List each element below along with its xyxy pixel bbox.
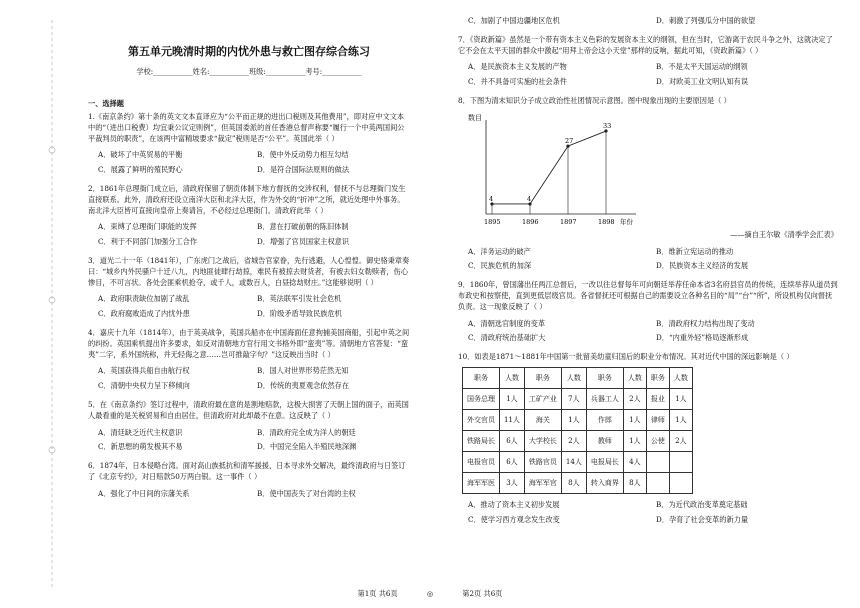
x-tick-label: 1896 [522, 217, 539, 226]
question-9 [458, 280, 838, 346]
option-a[interactable]: A．推动了资本主义初步发展 [468, 499, 560, 509]
question-text: 4．嘉庆十九年（1814年），由于英美战争，英国兵船亦在中国海面任意拘捕美国商船，引起中英之间的纠纷。英国乘机提出许多要求，如反对清朝地方官行用文书格外即“蛮夷”等。清朝地方官答复：“蛮夷”二字，系外国统称，并无轻侮之意……岂可推敲字句？”这反映出当时（ ） [88, 328, 410, 359]
option-a[interactable]: A．政府职责缺位加剧了战乱 [98, 294, 190, 304]
table-cell: 人数 [669, 367, 692, 388]
table-cell: 人数 [500, 367, 525, 388]
page-footer [0, 589, 860, 600]
option-a[interactable]: A．是民族资本主义发展的产物 [468, 62, 567, 72]
table-cell: 职务 [524, 367, 561, 388]
question-text: 6．1874年，日本侵略台湾。面对高山族抵抗和清军援援，日本寻求外交解决，最终清政府与日签订了《北京专约》，对日赔款50万两白银。这一事件（ ） [88, 461, 406, 482]
table-cell: 职务 [586, 367, 623, 388]
question-text: 8．下图为清末知识分子成立政治性社团情况示意图。图中现象出现的主要原因是（ ） [458, 95, 731, 105]
table-row [463, 472, 693, 493]
option-c[interactable]: C．加剧了中国边疆地区危机 [468, 16, 560, 25]
question-text: 2．1861年总理衙门成立后，清政府保留了朝贡体制下地方督抚的交涉权利，督抚不与总理衙门发生直接联系。此外，清政府还设立南洋大臣和北洋大臣，作为外交的“折冲”之所，就近处理中外事务。南北洋大臣皆可直接向皇帝上奏请旨，不必经过总理衙门。清政府此举（ ） [88, 184, 406, 215]
table-cell: 6人 [500, 451, 525, 472]
option-c[interactable]: C．民族危机的加深 [468, 261, 532, 271]
table-cell: 2人 [561, 430, 586, 451]
option-b[interactable]: B．使中国丧失了对台湾的主权 [257, 488, 356, 498]
table-cell: 6人 [500, 430, 525, 451]
table-cell: 11人 [500, 409, 525, 430]
table-cell: 作郎 [586, 409, 623, 430]
option-c[interactable]: C．清政府统治基础扩大 [468, 333, 546, 343]
table-cell: 律师 [646, 409, 669, 430]
question-text: 5．在《南京条约》签订过程中，清政府最在意的是割地赔款，这极大损害了天朝上国的面子，而英国人最看重的是关税贸易和自由居住，但清政府对此却最不在意。这反映了（ ） [88, 400, 409, 420]
table-cell: 工矿产业 [524, 388, 561, 409]
table-cell: 2人 [623, 388, 646, 409]
table-cell: 2人 [669, 430, 692, 451]
option-d[interactable]: D．中国完全陷入半殖民地深渊 [257, 442, 357, 452]
option-b[interactable]: B．使中外反动势力相互勾结 [257, 150, 349, 160]
question-text: 9．1860年，曾国藩出任两江总督后，一改以往总督每年可向朝廷举荐任命本省3名府县官员的传统，连续举荐从道员到布政史和按察使，直到更低层级官员。各省督抚还可根据自己的需要设立各种名目的“局”“台”“所”，所设机构仅向督抚负责。这一现象反映了（ ） [458, 280, 838, 311]
table-cell: 铁路官员 [524, 451, 561, 472]
option-c[interactable]: C．展露了鲜明的殖民野心 [98, 165, 183, 175]
option-c[interactable]: C．使学习西方观念发生改变 [468, 514, 560, 524]
table-cell: 7人 [561, 388, 586, 409]
table-cell: 3人 [500, 472, 525, 493]
option-d[interactable]: D．“内重外轻”格局逐渐形成 [656, 333, 749, 343]
table-cell: 报业 [646, 388, 669, 409]
option-b[interactable]: B．清政府完全成为洋人的朝廷 [257, 427, 356, 437]
table-cell: 4人 [623, 451, 646, 472]
question-1 [88, 112, 410, 178]
table-cell: 铁路局长 [463, 430, 500, 451]
table-cell: 人数 [623, 367, 646, 388]
x-tick-label: 1895 [484, 217, 501, 226]
career-table [462, 367, 693, 494]
question-10 [458, 352, 838, 527]
table-cell: 海军军官 [524, 472, 561, 493]
table-cell: 1人 [623, 409, 646, 430]
table-header-row [463, 367, 693, 388]
data-label: 27 [565, 136, 574, 145]
x-tick-label: 1897 [560, 217, 577, 226]
table-cell: 大学校长 [524, 430, 561, 451]
table-cell [646, 451, 669, 472]
table-cell: 职务 [463, 367, 500, 388]
data-label: 4 [489, 194, 494, 203]
table-cell: 海军军医 [463, 472, 500, 493]
option-a[interactable]: A．破坏了中英贸易的平衡 [98, 150, 183, 160]
page-right [430, 0, 860, 608]
table-cell: 人数 [561, 367, 586, 388]
data-label: 4 [527, 194, 532, 203]
table-cell: 转入商界 [586, 472, 623, 493]
option-b[interactable]: B．维新立宪运动的推动 [656, 246, 734, 256]
table-cell: 8人 [561, 472, 586, 493]
question-7 [458, 35, 838, 90]
option-b[interactable]: B．英法联军引发社会危机 [257, 294, 342, 304]
table-cell: 1人 [500, 388, 525, 409]
question-2 [88, 184, 410, 250]
table-cell [669, 472, 692, 493]
data-label: 33 [603, 121, 612, 130]
option-d[interactable]: D．孕育了社会变革的新力量 [656, 514, 749, 524]
option-d[interactable]: D．是符合国际法原则的做法 [257, 165, 350, 175]
option-a[interactable]: A．束缚了总理衙门职能的发挥 [98, 222, 197, 232]
table-cell: 1人 [623, 430, 646, 451]
option-c[interactable]: C．并不具备可实施的社会条件 [468, 77, 567, 87]
table-cell: 外交官员 [463, 409, 500, 430]
option-c[interactable]: C．新思想的萌发极其不易 [98, 442, 183, 452]
footer-left: 第1页 共6页 [357, 589, 398, 599]
table-row [463, 451, 693, 472]
option-a[interactable]: A．强化了中日间的宗藩关系 [98, 488, 190, 498]
option-b[interactable]: B．意在打破前朝的陈旧体制 [257, 222, 349, 232]
option-c[interactable]: C．政府腐败造成了内忧外患 [98, 309, 190, 319]
question-4 [88, 328, 410, 394]
question-text: 10．如表是1871～1881年中国第一批留美幼童归国后的职业分布情况。其对近代中国的深远影响是（ ） [458, 352, 794, 362]
question-3 [88, 256, 410, 322]
question-5 [88, 400, 410, 455]
table-cell: 1人 [561, 409, 586, 430]
table-cell: 8人 [623, 472, 646, 493]
option-a[interactable]: A．洋务运动的破产 [468, 246, 531, 256]
table-cell: 电报局长 [586, 451, 623, 472]
option-a[interactable]: A．清朝选官制度的变革 [468, 318, 546, 328]
option-c[interactable]: C．利于不同部门加强分工合作 [98, 237, 197, 247]
table-cell: 公使 [646, 430, 669, 451]
option-c[interactable]: C．清朝中央权力呈下移倾向 [98, 381, 190, 391]
question-text: 3．道光二十一年（1841年），广东虎门之战后，省城告官家眷，先行逃避，人心惶惶。御史骆秉章奏曰：“城乡内外民骚户十迁八九，内地匪徒肆行劫掠，难民有被掠去财货者，有被去妇女勒赎者，伤心惨目，不可言状。各处会匪乘机抢夺，或千人，或数百人，白昼捻劫财庄。”这能够说明（ ） [88, 256, 410, 287]
table-cell: 教师 [586, 430, 623, 451]
table-cell: 兵器工人 [586, 388, 623, 409]
footer-mid: ◎ [426, 589, 434, 599]
question-text: 7．《资政新篇》虽然是一个带有资本主义色彩的发展资本主义的纲领，但在当时，它游离于农民斗争之外，这就决定了它不会在太平天国的群众中激起“用拜上帝会这小天堂”那样的反响，据此可知，《资政新篇》（ ） [458, 34, 833, 55]
question-8 [458, 96, 838, 274]
x-tick-label: 1898 [598, 217, 615, 226]
table-cell: 14人 [561, 451, 586, 472]
page-title: 第五单元晚清时期的内忧外患与救亡图存综合练习 [128, 45, 370, 58]
section-heading: 一、选择题 [88, 99, 124, 109]
table-row [463, 409, 693, 430]
table-cell: 海关 [524, 409, 561, 430]
option-a[interactable]: A．英国获得兵船自由航行权 [98, 366, 190, 376]
question-text: 1.《南京条约》第十条的英文文本直译应为“公平而正规的进出口税则及其他费用”，即对应中文文本中的“（进出口税费）均宜秉公议定则例”，但英国委派的首任香港总督声称要“履行一个中英两国间公平裁判员的职责”，在该两中富精坡要求“裁定”税则是否“公平”。英国此举（ ） [88, 112, 405, 143]
table-cell [669, 451, 692, 472]
option-b[interactable]: B．为近代政治变革奠定基础 [656, 499, 748, 509]
table-cell: 1人 [669, 409, 692, 430]
option-b[interactable]: B．清政府权力结构出现了变动 [656, 318, 755, 328]
table-row [463, 430, 693, 451]
societies-line-chart [466, 110, 646, 228]
option-b[interactable]: B．国人对世界形势茫然无知 [257, 366, 349, 376]
option-d[interactable]: D．民族资本主义经济的发展 [656, 261, 749, 271]
table-cell: 职务 [646, 367, 669, 388]
chart-source: ——摘自王尔敏《清季学会汇表》 [730, 229, 838, 239]
option-d[interactable]: D．刺激了列强瓜分中国的欲望 [656, 16, 756, 25]
footer-right: 第2页 共6页 [462, 589, 503, 599]
option-d[interactable]: D．增强了官员国家主权意识 [257, 237, 350, 247]
student-info-line: 学校:___________姓名:___________班级:___________考号:___________ [136, 66, 362, 76]
series-line [492, 131, 606, 204]
option-d[interactable]: D．对欧美工业文明认知有误 [656, 77, 749, 87]
option-b[interactable]: B．不是太平天国运动的纲领 [656, 62, 748, 72]
option-d[interactable]: D．阶级矛盾导致民族危机 [257, 309, 342, 319]
question-6 [88, 461, 410, 501]
option-a[interactable]: A．清廷缺乏近代主权意识 [98, 427, 183, 437]
table-cell [646, 472, 669, 493]
table-cell: 国务总理 [463, 388, 500, 409]
table-cell: 1人 [669, 388, 692, 409]
y-axis-label: 数目 [468, 113, 482, 122]
option-d[interactable]: D．传统的夷夏观念依然存在 [257, 381, 350, 391]
table-cell: 电报官员 [463, 451, 500, 472]
x-axis-label: 年份 [620, 217, 633, 226]
table-row [463, 388, 693, 409]
